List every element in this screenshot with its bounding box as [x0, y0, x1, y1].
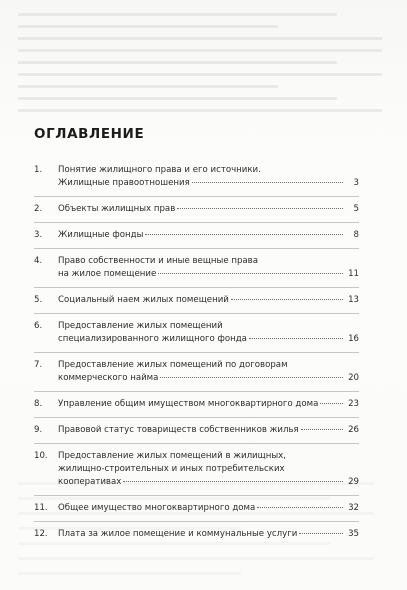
toc-entry-body — [58, 398, 359, 411]
bleed-through-line — [18, 13, 337, 16]
toc-entry-number: 1. — [34, 165, 43, 175]
bleed-through-line — [18, 97, 337, 100]
toc-entry-body — [58, 255, 359, 281]
toc-page-number: 32 — [348, 503, 359, 513]
toc-entry-last-line — [58, 294, 359, 307]
toc-entry-number: 12. — [34, 529, 48, 539]
toc-entry-title-line: Право собственности и иные вещные права — [58, 256, 259, 266]
toc-leader-dots — [192, 182, 343, 183]
toc-entry-number: 8. — [34, 399, 43, 409]
toc-entry-last-line — [58, 398, 359, 411]
toc-page-number: 13 — [348, 295, 359, 305]
toc-leader-dots — [231, 299, 343, 300]
toc-entry-last-line — [58, 502, 359, 515]
toc-entry-body — [58, 164, 359, 190]
toc-entry-number: 7. — [34, 360, 43, 370]
toc-page-number: 26 — [348, 425, 359, 435]
toc-entry-last-line — [58, 203, 359, 216]
toc-entry-title-line: на жилое помещение — [58, 269, 157, 279]
toc-entry-title-line: Правовой статус товариществ собственников жилья — [58, 425, 299, 435]
toc-entry-number: 3. — [34, 230, 43, 240]
toc-leader-dots — [123, 481, 343, 482]
toc-entry-title-line: Управление общим имуществом многоквартирного дома — [58, 399, 319, 409]
toc-entry[interactable] — [34, 502, 359, 522]
toc-entry-last-line — [58, 333, 359, 346]
toc-entry[interactable] — [34, 294, 359, 314]
toc-entry-title-line: жилищно-строительных и иных потребительских — [58, 464, 285, 474]
toc-entry-body — [58, 502, 359, 515]
toc-entry-number: 9. — [34, 425, 43, 435]
toc-entry-number: 6. — [34, 321, 43, 331]
toc-page-number: 11 — [348, 269, 359, 279]
toc-entry-title-line: Жилищные правоотношения — [58, 178, 190, 188]
toc-page-number: 5 — [353, 204, 359, 214]
toc-entry-number: 4. — [34, 256, 43, 266]
toc-entry-title-line: Предоставление жилых помещений в жилищных, — [58, 451, 286, 461]
toc-entry-body — [58, 203, 359, 216]
toc-entry-title-line: Плата за жилое помещение и коммунальные услуги — [58, 529, 298, 539]
toc-entry-title-line: Жилищные фонды — [58, 230, 144, 240]
toc-entry-body — [58, 229, 359, 242]
toc-page-number: 16 — [348, 334, 359, 344]
toc-entry[interactable] — [34, 359, 359, 392]
toc-entry[interactable] — [34, 255, 359, 288]
toc-entry-body — [58, 424, 359, 437]
toc-entry-title-line: коммерческого найма — [58, 373, 159, 383]
toc-entry-body — [58, 320, 359, 346]
toc-entry[interactable] — [34, 229, 359, 249]
bleed-through-line — [18, 49, 382, 52]
toc-entry-title-line: специализированного жилищного фонда — [58, 334, 247, 344]
toc-leader-dots — [301, 429, 343, 430]
toc-entry-number: 10. — [34, 451, 48, 461]
toc-entry[interactable] — [34, 398, 359, 418]
bleed-through-line — [18, 37, 382, 40]
toc-entry[interactable] — [34, 203, 359, 223]
toc-leader-dots — [177, 208, 343, 209]
toc-page-number: 3 — [353, 178, 359, 188]
toc-entry-last-line — [58, 372, 359, 385]
toc-page-number: 20 — [348, 373, 359, 383]
bleed-through-line — [18, 61, 337, 64]
toc-page-number: 8 — [353, 230, 359, 240]
toc-entry-last-line — [58, 177, 359, 190]
toc-page-number: 29 — [348, 477, 359, 487]
toc-entry-title-line: Социальный наем жилых помещений — [58, 295, 229, 305]
toc-entry[interactable] — [34, 450, 359, 496]
toc-entry-title-line: Объекты жилищных прав — [58, 204, 176, 214]
toc-entry-last-line — [58, 229, 359, 242]
toc-leader-dots — [249, 338, 343, 339]
toc-leader-dots — [299, 533, 343, 534]
toc-entry[interactable] — [34, 528, 359, 547]
toc-entry-last-line — [58, 424, 359, 437]
toc-entry-body — [58, 450, 359, 489]
bleed-through-line — [18, 73, 382, 76]
toc-list — [34, 164, 359, 553]
bleed-through-line — [18, 572, 241, 575]
toc-entry-body — [58, 528, 359, 541]
toc-entry-number: 11. — [34, 503, 48, 513]
toc-entry-number: 5. — [34, 295, 43, 305]
toc-page-number: 35 — [348, 529, 359, 539]
toc-entry-body — [58, 294, 359, 307]
toc-leader-dots — [158, 273, 343, 274]
toc-entry[interactable] — [34, 164, 359, 197]
toc-page-number: 23 — [348, 399, 359, 409]
toc-leader-dots — [320, 403, 343, 404]
toc-entry-last-line — [58, 476, 359, 489]
toc-entry[interactable] — [34, 320, 359, 353]
toc-leader-dots — [257, 507, 343, 508]
toc-entry-last-line — [58, 528, 359, 541]
bleed-through-line — [18, 557, 374, 560]
toc-leader-dots — [160, 377, 343, 378]
toc-entry-title-line: Общее имущество многоквартирного дома — [58, 503, 256, 513]
bleed-through-line — [18, 25, 278, 28]
toc-entry-last-line — [58, 268, 359, 281]
toc-entry-title-line: Предоставление жилых помещений — [58, 321, 223, 331]
bleed-through-text — [18, 4, 389, 112]
toc-entry-number: 2. — [34, 204, 43, 214]
toc-entry[interactable] — [34, 424, 359, 444]
toc-entry-body — [58, 359, 359, 385]
toc-entry-title-line: кооперативах — [58, 477, 122, 487]
bleed-through-line — [18, 109, 382, 112]
bleed-through-line — [18, 85, 278, 88]
toc-entry-title-line: Понятие жилищного права и его источники. — [58, 165, 261, 175]
toc-entry-title-line: Предоставление жилых помещений по договорам — [58, 360, 288, 370]
toc-title: ОГЛАВЛЕНИЕ — [34, 126, 145, 142]
toc-leader-dots — [145, 234, 343, 235]
